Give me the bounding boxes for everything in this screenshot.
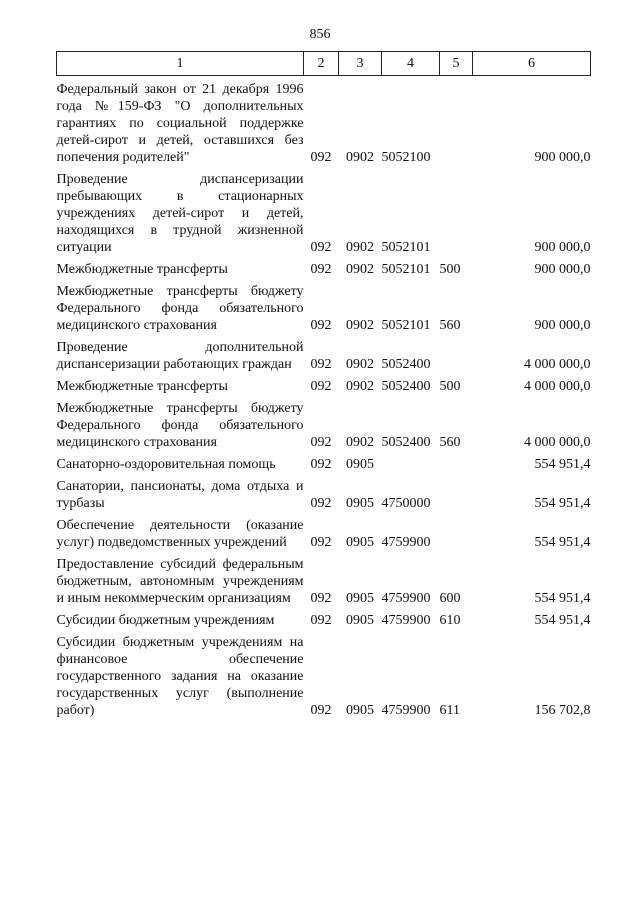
row-col-3: 0902 (346, 262, 374, 277)
budget-table (56, 51, 591, 719)
table-row (57, 607, 591, 629)
row-col-3: 0902 (346, 318, 374, 333)
row-name: Предоставление субсидий федеральным бюджетным, автономным учреждениям и иным некоммерческим организациям (56, 557, 304, 606)
row-col-3: 0902 (346, 435, 374, 450)
row-col-2: 092 (310, 379, 332, 394)
row-col-5: 560 (439, 435, 461, 450)
row-col-3: 0902 (346, 150, 374, 165)
row-col-5: 500 (439, 262, 461, 277)
row-col-4 (382, 451, 440, 473)
header-col-1: 1 (57, 52, 304, 76)
header-col-3: 3 (339, 52, 382, 76)
row-col-2: 092 (310, 240, 332, 255)
table-row (57, 451, 591, 473)
row-col-2: 092 (310, 535, 332, 550)
row-col-5 (440, 473, 473, 512)
row-col-4: 4759900 (381, 703, 431, 718)
row-col-2: 092 (310, 613, 332, 628)
row-name: Межбюджетные трансферты бюджету Федерального фонда обязательного медицинского страхования (56, 401, 304, 450)
row-col-6: 554 951,4 (534, 591, 591, 606)
row-name: Санаторно-оздоровительная помощь (56, 457, 276, 472)
row-col-5 (440, 166, 473, 256)
table-row (57, 551, 591, 607)
row-col-4: 5052100 (381, 150, 431, 165)
row-col-6: 900 000,0 (534, 262, 591, 277)
row-col-6: 156 702,8 (534, 703, 591, 718)
table-row (57, 166, 591, 256)
row-col-3: 0905 (346, 496, 374, 511)
row-col-5: 560 (439, 318, 461, 333)
row-col-3: 0905 (346, 457, 374, 472)
table-row (57, 76, 591, 167)
table-row (57, 373, 591, 395)
page-number: 856 (309, 27, 331, 42)
row-col-2: 092 (310, 262, 332, 277)
row-col-2: 092 (310, 496, 332, 511)
row-col-2: 092 (310, 357, 332, 372)
row-col-5 (440, 451, 473, 473)
row-col-2: 092 (310, 457, 332, 472)
row-name: Обеспечение деятельности (оказание услуг) подведомственных учреждений (56, 518, 304, 550)
row-name: Субсидии бюджетным учреждениям (56, 613, 275, 628)
row-col-4: 4759900 (381, 613, 431, 628)
row-col-3: 0905 (346, 535, 374, 550)
row-col-2: 092 (310, 703, 332, 718)
row-col-6: 4 000 000,0 (524, 357, 591, 372)
row-col-4: 4759900 (381, 591, 431, 606)
row-col-4: 5052400 (381, 435, 431, 450)
row-col-4: 5052101 (381, 262, 431, 277)
row-col-6: 4 000 000,0 (524, 379, 591, 394)
row-col-4: 5052400 (381, 379, 431, 394)
row-col-3: 0905 (346, 703, 374, 718)
table-body (57, 76, 591, 720)
row-col-4: 5052400 (381, 357, 431, 372)
row-col-2: 092 (310, 150, 332, 165)
row-col-5: 611 (439, 703, 460, 718)
row-col-5: 500 (439, 379, 461, 394)
table-row (57, 256, 591, 278)
row-col-6: 554 951,4 (534, 613, 591, 628)
table-header (57, 52, 591, 76)
header-col-6: 6 (473, 52, 591, 76)
row-name: Межбюджетные трансферты (56, 262, 228, 277)
row-col-3: 0902 (346, 240, 374, 255)
row-col-2: 092 (310, 591, 332, 606)
row-col-5: 600 (439, 591, 461, 606)
row-col-3: 0902 (346, 379, 374, 394)
row-col-5 (440, 512, 473, 551)
row-name: Проведение дополнительной диспансеризации работающих граждан (56, 340, 304, 372)
row-col-5 (440, 334, 473, 373)
row-col-6: 900 000,0 (534, 150, 591, 165)
table-row (57, 334, 591, 373)
table-row (57, 629, 591, 719)
row-name: Межбюджетные трансферты бюджету Федерального фонда обязательного медицинского страхования (56, 284, 304, 333)
row-col-3: 0905 (346, 613, 374, 628)
row-name: Федеральный закон от 21 декабря 1996 года №159-ФЗ "О дополнительных гарантиях по социальной поддержке детей-сирот и детей, оставшихся без попечения родителей" (56, 82, 304, 165)
row-col-3: 0905 (346, 591, 374, 606)
table-row (57, 395, 591, 451)
row-col-3: 0902 (346, 357, 374, 372)
row-name: Санатории, пансионаты, дома отдыха и турбазы (56, 479, 304, 511)
table-row (57, 512, 591, 551)
row-col-4: 4750000 (381, 496, 431, 511)
row-col-4: 4759900 (381, 535, 431, 550)
row-col-4: 5052101 (381, 318, 431, 333)
row-name: Межбюджетные трансферты (56, 379, 228, 394)
row-name: Проведение диспансеризации пребывающих в стационарных учреждениях детей-сирот и детей, находящихся в трудной жизненной ситуации (56, 172, 304, 255)
row-col-6: 900 000,0 (534, 240, 591, 255)
row-name: Субсидии бюджетным учреждениям на финансовое обеспечение государственного задания на оказание государственных услуг (выполнение работ) (56, 635, 304, 718)
row-col-6: 4 000 000,0 (524, 435, 591, 450)
row-col-5 (440, 76, 473, 167)
header-col-2: 2 (304, 52, 339, 76)
table-row (57, 278, 591, 334)
row-col-5: 610 (439, 613, 461, 628)
row-col-2: 092 (310, 435, 332, 450)
row-col-6: 554 951,4 (534, 535, 591, 550)
header-col-4: 4 (382, 52, 440, 76)
header-col-5: 5 (440, 52, 473, 76)
row-col-4: 5052101 (381, 240, 431, 255)
table-row (57, 473, 591, 512)
row-col-6: 554 951,4 (534, 457, 591, 472)
row-col-6: 554 951,4 (534, 496, 591, 511)
row-col-2: 092 (310, 318, 332, 333)
row-col-6: 900 000,0 (534, 318, 591, 333)
